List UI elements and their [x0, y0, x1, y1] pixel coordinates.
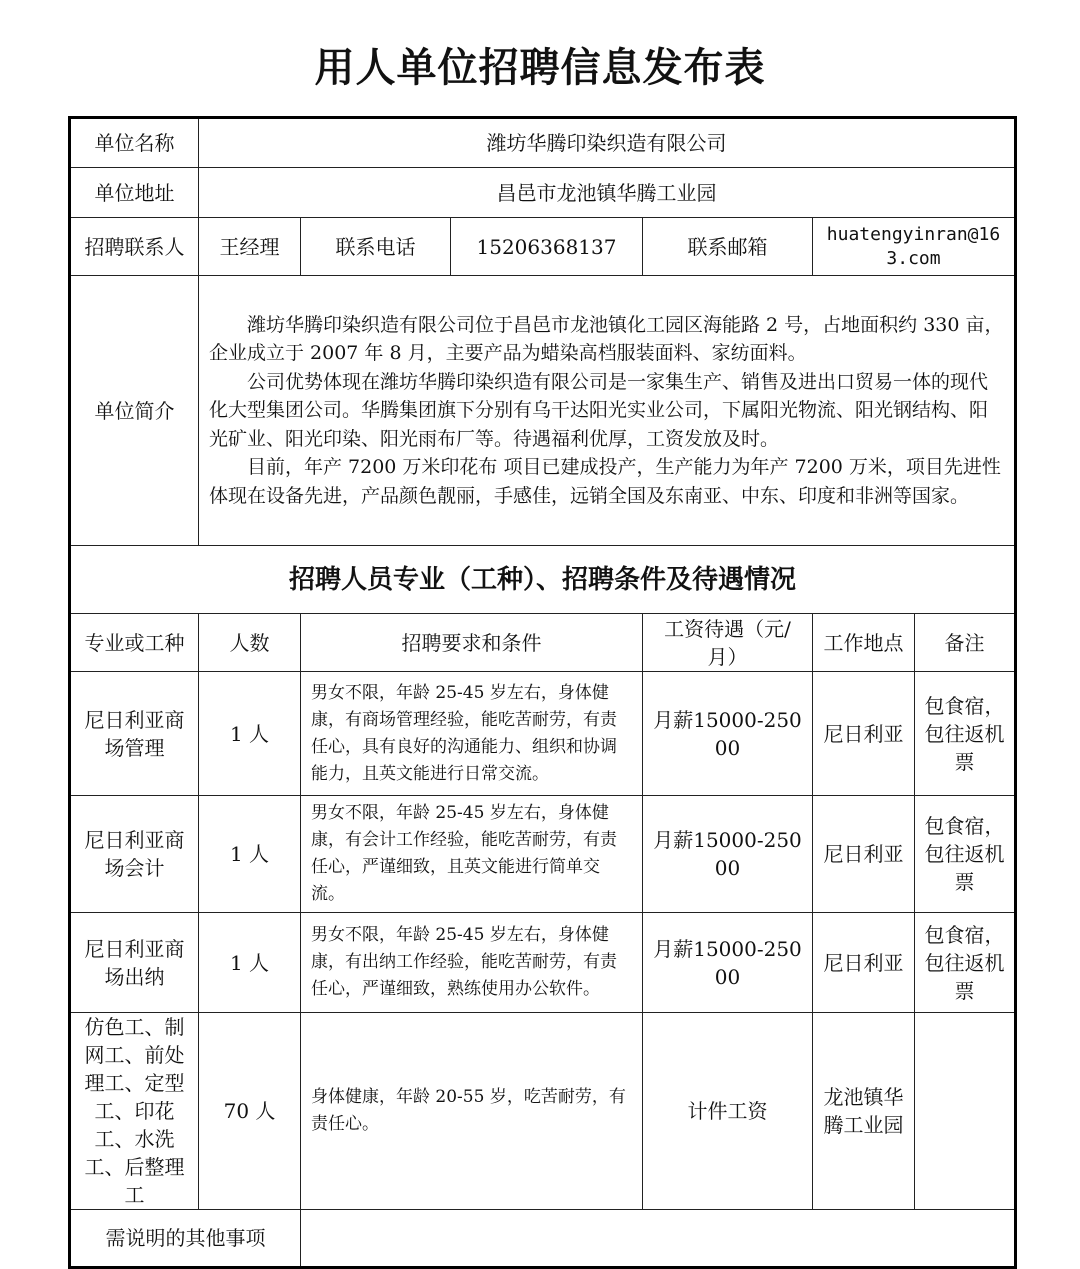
other-label: 需说明的其他事项 [70, 1210, 301, 1268]
other-value [301, 1210, 1016, 1268]
intro-text [199, 276, 1016, 546]
phone-value: 15206368137 [451, 218, 643, 276]
job-title: 仿色工、制网工、前处理工、定型工、印花工、水洗工、后整理工 [70, 1013, 199, 1210]
header-location: 工作地点 [813, 614, 915, 672]
table-row [70, 913, 1016, 1013]
company-address-row [70, 168, 1016, 218]
job-requirements: 男女不限，年龄 25-45 岁左右，身体健康，有商场管理经验，能吃苦耐劳，有责任心，具有良好的沟通能力、组织和协调能力，且英文能进行日常交流。 [301, 672, 643, 796]
job-salary: 计件工资 [643, 1013, 813, 1210]
header-salary: 工资待遇（元/月） [643, 614, 813, 672]
page-title: 用人单位招聘信息发布表 [314, 45, 766, 91]
email-value: huatengyinran@163.com [813, 218, 1016, 276]
header-count: 人数 [199, 614, 301, 672]
header-notes: 备注 [915, 614, 1016, 672]
job-notes: 包食宿，包往返机票 [915, 796, 1016, 913]
job-requirements: 身体健康，年龄 20-55 岁，吃苦耐劳，有责任心。 [301, 1013, 643, 1210]
company-address-value: 昌邑市龙池镇华腾工业园 [199, 168, 1016, 218]
company-name-row [70, 118, 1016, 168]
intro-row [70, 276, 1016, 546]
section-title: 招聘人员专业（工种）、招聘条件及待遇情况 [70, 546, 1016, 614]
table-row [70, 1013, 1016, 1210]
job-count: 1 人 [199, 913, 301, 1013]
job-requirements: 男女不限，年龄 25-45 岁左右，身体健康，有会计工作经验，能吃苦耐劳，有责任心，严谨细致，且英文能进行简单交流。 [301, 796, 643, 913]
contact-value: 王经理 [199, 218, 301, 276]
job-title: 尼日利亚商场出纳 [70, 913, 199, 1013]
job-notes [915, 1013, 1016, 1210]
company-name-label: 单位名称 [70, 118, 199, 168]
job-count: 1 人 [199, 796, 301, 913]
company-name-value: 潍坊华腾印染织造有限公司 [199, 118, 1016, 168]
contact-row [70, 218, 1016, 276]
job-requirements: 男女不限，年龄 25-45 岁左右，身体健康，有出纳工作经验，能吃苦耐劳，有责任心，严谨细致，熟练使用办公软件。 [301, 913, 643, 1013]
intro-paragraph: 目前，年产 7200 万米印花布 项目已建成投产，生产能力为年产 7200 万米，项目先进性体现在设备先进，产品颜色靓丽，手感佳，远销全国及东南亚、中东、印度和非洲等国家。 [209, 456, 1001, 507]
jobs-header-row [70, 614, 1016, 672]
intro-paragraph: 潍坊华腾印染织造有限公司位于昌邑市龙池镇化工园区海能路 2 号，占地面积约 330 亩，企业成立于 2007 年 8 月，主要产品为蜡染高档服装面料、家纺面料。 [209, 313, 1004, 365]
email-label: 联系邮箱 [643, 218, 813, 276]
job-title: 尼日利亚商场会计 [70, 796, 199, 913]
job-notes: 包食宿，包往返机票 [915, 672, 1016, 796]
recruitment-table [68, 116, 1017, 1269]
job-salary: 月薪15000-25000 [643, 796, 813, 913]
job-location: 尼日利亚 [813, 672, 915, 796]
header-job: 专业或工种 [70, 614, 199, 672]
header-requirements: 招聘要求和条件 [301, 614, 643, 672]
job-notes: 包食宿，包往返机票 [915, 913, 1016, 1013]
job-location: 尼日利亚 [813, 913, 915, 1013]
job-salary: 月薪15000-25000 [643, 672, 813, 796]
job-title: 尼日利亚商场管理 [70, 672, 199, 796]
phone-label: 联系电话 [301, 218, 451, 276]
job-count: 70 人 [199, 1013, 301, 1210]
contact-label: 招聘联系人 [70, 218, 199, 276]
table-row [70, 796, 1016, 913]
other-row [70, 1210, 1016, 1268]
job-location: 龙池镇华腾工业园 [813, 1013, 915, 1210]
intro-paragraph: 公司优势体现在潍坊华腾印染织造有限公司是一家集生产、销售及进出口贸易一体的现代化大型集团公司。华腾集团旗下分别有乌干达阳光实业公司，下属阳光物流、阳光钢结构、阳光矿业、阳光印染、阳光雨布厂等。待遇福利优厚，工资发放及时。 [209, 370, 989, 450]
table-row [70, 672, 1016, 796]
job-count: 1 人 [199, 672, 301, 796]
section-title-row [70, 546, 1016, 614]
intro-label: 单位简介 [70, 276, 199, 546]
job-location: 尼日利亚 [813, 796, 915, 913]
job-salary: 月薪15000-25000 [643, 913, 813, 1013]
company-address-label: 单位地址 [70, 168, 199, 218]
